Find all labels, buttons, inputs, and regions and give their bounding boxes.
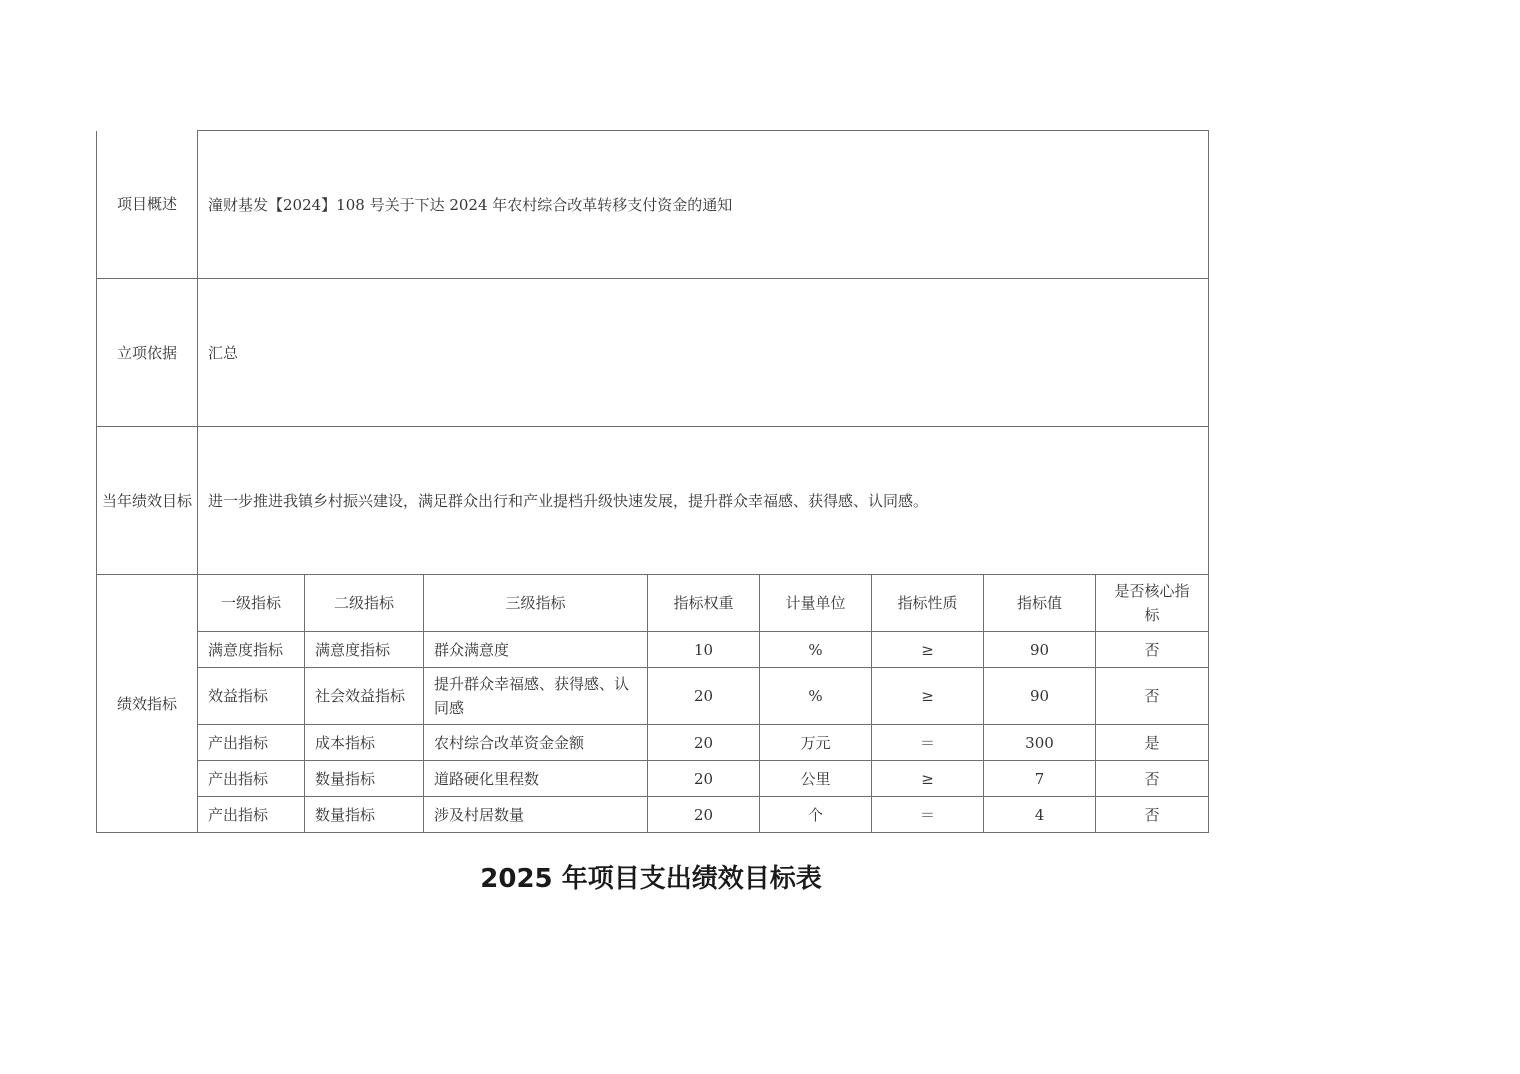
page-title: 2025 年项目支出绩效目标表 [480, 864, 822, 894]
cell-value: 300 [984, 725, 1096, 761]
cell-weight: 20 [648, 797, 760, 833]
header-level2: 二级指标 [305, 575, 424, 632]
cell-unit: % [760, 668, 872, 725]
overview-row [97, 131, 1209, 279]
cell-level1: 满意度指标 [198, 632, 305, 668]
overview-label: 项目概述 [97, 131, 198, 279]
annual-goal-row [97, 427, 1209, 575]
cell-nature: ≥ [872, 668, 984, 725]
cell-weight: 20 [648, 668, 760, 725]
cell-value: 4 [984, 797, 1096, 833]
annual-goal-label: 当年绩效目标 [97, 427, 198, 575]
header-unit: 计量单位 [760, 575, 872, 632]
header-weight: 指标权重 [648, 575, 760, 632]
performance-goal-table [96, 130, 1209, 833]
cell-nature: ≥ [872, 632, 984, 668]
cell-level1: 产出指标 [198, 725, 305, 761]
cell-weight: 20 [648, 761, 760, 797]
cell-unit: 个 [760, 797, 872, 833]
cell-unit: 公里 [760, 761, 872, 797]
cell-level3: 道路硬化里程数 [424, 761, 648, 797]
cell-level3: 提升群众幸福感、获得感、认同感 [424, 668, 648, 725]
cell-weight: 20 [648, 725, 760, 761]
table-row [97, 761, 1209, 797]
basis-content: 汇总 [198, 279, 1209, 427]
table-row [97, 668, 1209, 725]
cell-level2: 数量指标 [305, 761, 424, 797]
basis-row [97, 279, 1209, 427]
cell-nature: ≥ [872, 761, 984, 797]
cell-core: 否 [1096, 668, 1209, 725]
cell-level1: 产出指标 [198, 797, 305, 833]
header-core: 是否核心指标 [1096, 575, 1209, 632]
cell-core: 否 [1096, 632, 1209, 668]
cell-core: 否 [1096, 797, 1209, 833]
cell-unit: % [760, 632, 872, 668]
cell-level1: 产出指标 [198, 761, 305, 797]
cell-value: 90 [984, 668, 1096, 725]
cell-level2: 社会效益指标 [305, 668, 424, 725]
indicator-header-row [97, 575, 1209, 632]
basis-label: 立项依据 [97, 279, 198, 427]
cell-level2: 满意度指标 [305, 632, 424, 668]
cell-core: 否 [1096, 761, 1209, 797]
header-level1: 一级指标 [198, 575, 305, 632]
table-row [97, 797, 1209, 833]
cell-level3: 群众满意度 [424, 632, 648, 668]
header-level3: 三级指标 [424, 575, 648, 632]
cell-weight: 10 [648, 632, 760, 668]
overview-content: 潼财基发【2024】108 号关于下达 2024 年农村综合改革转移支付资金的通知 [198, 131, 1209, 279]
header-value: 指标值 [984, 575, 1096, 632]
cell-unit: 万元 [760, 725, 872, 761]
cell-nature: ＝ [872, 797, 984, 833]
cell-nature: ＝ [872, 725, 984, 761]
cell-level3: 农村综合改革资金金额 [424, 725, 648, 761]
table-row [97, 632, 1209, 668]
annual-goal-content: 进一步推进我镇乡村振兴建设，满足群众出行和产业提档升级快速发展，提升群众幸福感、获得感、认同感。 [198, 427, 1209, 575]
cell-level3: 涉及村居数量 [424, 797, 648, 833]
cell-level2: 数量指标 [305, 797, 424, 833]
cell-level1: 效益指标 [198, 668, 305, 725]
cell-value: 90 [984, 632, 1096, 668]
cell-level2: 成本指标 [305, 725, 424, 761]
cell-core: 是 [1096, 725, 1209, 761]
table-row [97, 725, 1209, 761]
cell-value: 7 [984, 761, 1096, 797]
indicators-label: 绩效指标 [97, 575, 198, 833]
header-nature: 指标性质 [872, 575, 984, 632]
